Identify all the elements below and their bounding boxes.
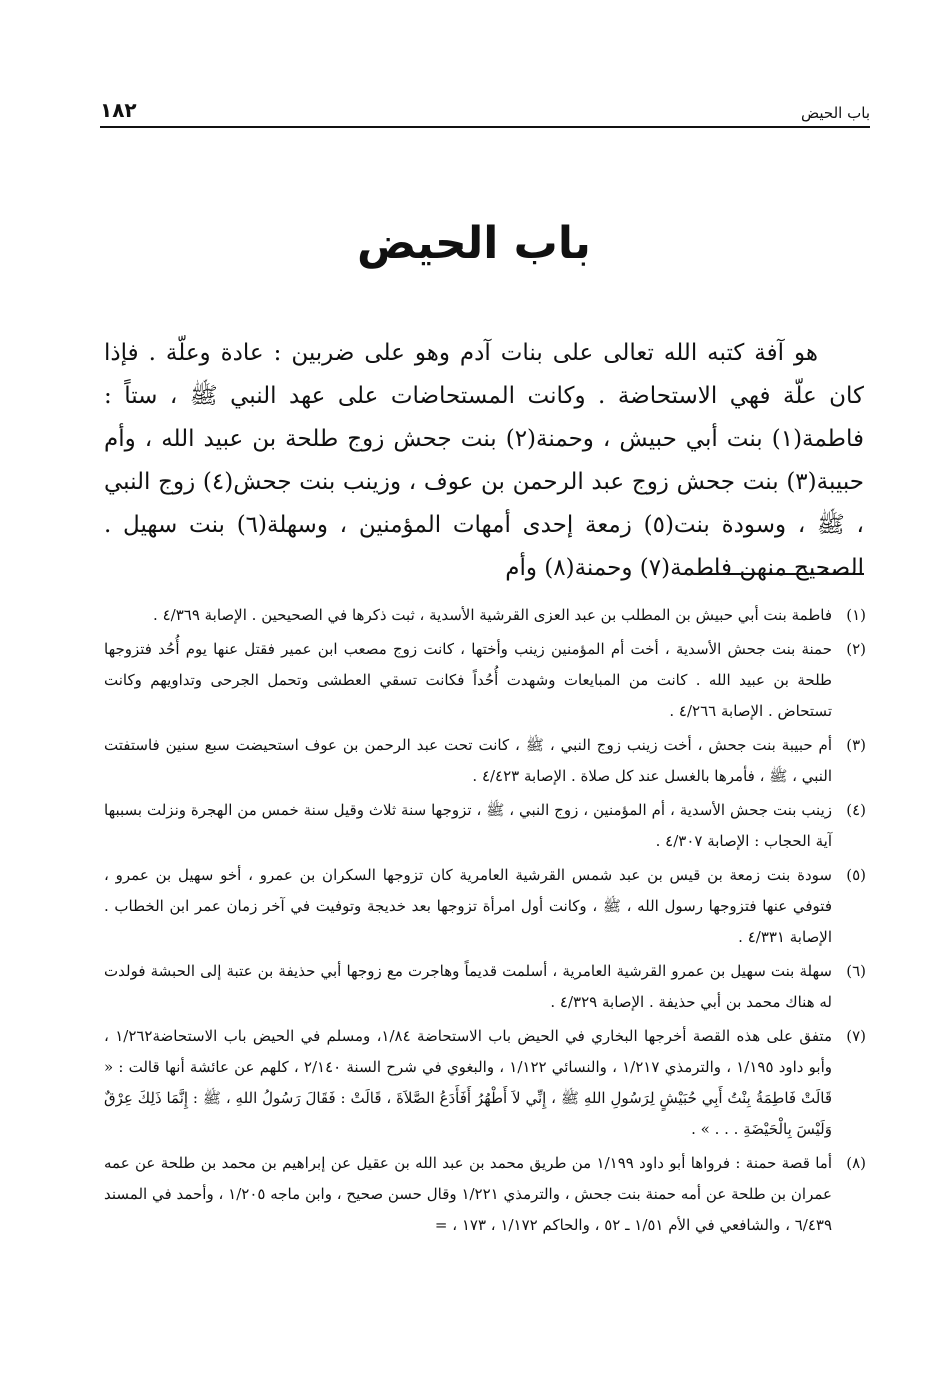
footnote-4 [104, 795, 866, 857]
footnote-number: (٦) [846, 962, 866, 980]
footnote-5 [104, 860, 866, 953]
footnote-2 [104, 634, 866, 727]
footnote-text: فاطمة بنت أبي حبيش بن المطلب بن عبد العزى القرشية الأسدية ، ثبت ذكرها في الصحيحين . الإصابة ٤/٣٦٩ . [153, 606, 832, 624]
footnote-number: (٥) [846, 866, 866, 884]
footnote-number: (٧) [846, 1027, 866, 1045]
footnote-number: (٢) [846, 640, 866, 658]
running-title: باب الحيض [801, 104, 870, 122]
footnote-text: أما قصة حمنة : فرواها أبو داود ١/١٩٩ من طريق محمد بن عبد الله بن عقيل عن إبراهيم بن محمد بن طلحة عن عمه عمران بن طلحة عن أمه حمنة بنت جحش ، والترمذي ١/٢٢١ وقال حسن صحيح ، وابن ماجه ١/٢٠٥ ، وأحمد في المسند ٦/٤٣٩ ، والشافعي في الأم ١/٥١ ـ ٥٢ ، والحاكم ١/١٧٢ ، ١٧٣ ، = [104, 1154, 833, 1234]
footnote-number: (٨) [846, 1154, 866, 1172]
main-paragraph-text: هو آفة كتبه الله تعالى على بنات آدم وهو على ضربين : عادة وعلّة . فإذا كان علّة فهي الاستحاضة . وكانت المستحاضات على عهد النبي ﷺ ، ستاً : فاطمة(١) بنت أبي حبيش ، وحمنة(٢) بنت جحش زوج طلحة بن عبيد الله ، وأم حبيبة(٣) بنت جحش زوج عبد الرحمن بن عوف ، وزينب بنت جحش(٤) زوج النبي ، ﷺ ، وسودة بنت(٥) زمعة إحدى أمهات المؤمنين ، وسهلة(٦) بنت سهيل . الصحيح منهن فاطمة(٧) وحمنة(٨) وأم [104, 340, 864, 581]
chapter-title: باب الحيض [357, 218, 591, 269]
footnote-rule [706, 573, 864, 575]
header-rule [100, 126, 870, 128]
footnote-8 [104, 1148, 866, 1241]
main-text [104, 332, 864, 590]
page-number: ١٨٢ [100, 98, 137, 122]
footnote-1 [104, 600, 866, 631]
footnote-7 [104, 1021, 866, 1145]
footnote-text: سودة بنت زمعة بن قيس بن عبد شمس القرشية العامرية كان تزوجها السكران بن عمرو ، أخو سهيل بن عمرو ، فتوفي عنها فتزوجها رسول الله ، ﷺ ، وكانت أول امرأة تزوجها بعد خديجة وتوفيت في آخر زمان عمر ابن الخطاب . الإصابة ٤/٣٣١ . [104, 866, 832, 946]
footnote-text: متفق على هذه القصة أخرجها البخاري في الحيض باب الاستحاضة ١/٨٤، ومسلم في الحيض باب الاستحاضة١/٢٦٢ ، وأبو داود ١/١٩٥ ، والترمذي ١/٢١٧ ، والنسائي ١/١٢٢ ، والبغوي في شرح السنة ٢/١٤٠ ، كلهم عن عائشة أنها قالت : « قَالَتْ فَاطِمَةُ بِنْتُ أَبِي حُبَيْشٍ لِرَسُولِ اللهِ ﷺ ، إِنِّي لاَ أَطْهُرُ أَفَأَدَعُ الصَّلاَةَ ، قَالَتْ : فَقَالَ رَسُولُ اللهِ ، ﷺ : إِنَّمَا ذَلِكَ عِرْقٌ وَلَيْسَ بِالْحَيْضَةِ . . . » . [104, 1027, 832, 1138]
footnote-number: (٣) [846, 736, 866, 754]
footnote-number: (١) [846, 606, 866, 624]
footnote-text: زينب بنت جحش الأسدية ، أم المؤمنين ، زوج النبي ، ﷺ ، تزوجها سنة ثلاث وقيل سنة خمس من الهجرة ونزلت بسببها آية الحجاب : الإصابة ٤/٣٠٧ . [104, 801, 832, 850]
footnote-6 [104, 956, 866, 1018]
footnote-text: حمنة بنت جحش الأسدية ، أخت أم المؤمنين زينب وأختها ، كانت زوج مصعب ابن عمير فقتل عنها يوم أُحُد فتزوجها طلحة بن عبيد الله . كانت من المبايعات وشهدت أُحُداً فكانت تسقي العطشى وتحمل الجرحى وتداويهم وكانت تستحاض . الإصابة ٤/٢٦٦ . [104, 640, 832, 720]
footnote-text: أم حبيبة بنت جحش ، أخت زينب زوج النبي ، ﷺ ، كانت تحت عبد الرحمن بن عوف استحيضت سبع سنين فاستفتت النبي ، ﷺ ، فأمرها بالغسل عند كل صلاة . الإصابة ٤/٤٢٣ . [104, 736, 832, 785]
main-paragraph [104, 332, 864, 590]
footnotes [104, 600, 866, 1244]
footnote-text: سهلة بنت سهيل بن عمرو القرشية العامرية ، أسلمت قديماً وهاجرت مع زوجها أبي حذيفة بن عتبة إلى الحبشة فولدت له هناك محمد بن أبي حذيفة . الإصابة ٤/٣٢٩ . [104, 962, 832, 1011]
footnote-3 [104, 730, 866, 792]
page-header [100, 96, 870, 122]
footnote-number: (٤) [846, 801, 866, 819]
